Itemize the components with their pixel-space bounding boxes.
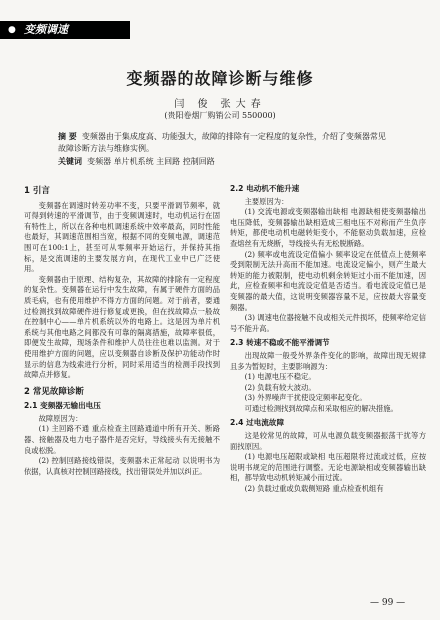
tag-dots: ● xyxy=(8,25,16,35)
right-column xyxy=(230,180,426,495)
abstract-label: 摘 要 xyxy=(58,132,77,141)
subsection-heading: 2.3 转速不稳或不能平滑调节 xyxy=(230,338,330,348)
article-title: 变频器的故障诊断与维修 xyxy=(126,69,314,88)
subsection-heading: 2.4 过电流故障 xyxy=(230,418,285,428)
section-heading: 2 常见故障诊断 xyxy=(24,386,84,397)
keywords-text: 变频器 单片机系统 主回路 控制回路 xyxy=(87,157,215,166)
abstract-text: 变频器由于集成度高、功能强大，故障的排除有一定程度的复杂性，介绍了变频器常见故障诊断方法与维修实例。 xyxy=(58,132,386,153)
paragraph: 可通过检测找到故障点和采取相应的解决措施。 xyxy=(244,403,398,413)
section-tag-label: 变频调速 xyxy=(24,23,68,36)
paragraph: (3) 调速电位器接触不良或相关元件损坏，使频率给定信号不能升高。 xyxy=(230,313,426,333)
paragraph: 主要原因为： xyxy=(244,196,289,206)
left-column xyxy=(24,180,220,477)
paragraph: 变频器由于原理、结构复杂，其故障的排除有一定程度的复杂性。变频器在运行中发生故障，有属于硬件方面的品质毛病，也有使用维护不得方方面的问题。对于前者，要通过检测找到故障硬件进行修复或更换，但在找故障点一般故在控制中心——单片机系统以外的电路上。这是因为单片机系统与其他电路之间都没有可靠的隔离措施，故障率很低，即便发生故障，现场条件和维护人员往往也难以监测。对于使用维护方面的问题，应以变频器自诊断及保护功能动作时显示的信息为线索进行分析，同时采用适当的检测手段找到故障点并修复。 xyxy=(24,274,220,380)
subsection-heading: 2.1 变频器无输出电压 xyxy=(24,401,101,411)
affiliation: (贵阳卷烟厂购销公司 550000) xyxy=(164,111,276,120)
paragraph: (2) 控制回路接线错误，变频器未正常起动 以说明书为依据，认真核对控制回路接线，找出错误处并加以纠正。 xyxy=(24,456,220,476)
paragraph: 变频器在调速时转差功率不变，只要平滑调节频率，就可得到转速的平滑调节，由于变频调速时，电动机运行在固有特性上，所以在各种电机调速系统中效率最高，同时性能也最好，其调速范围相当宽，根据不同的变频电源，调速范围可在100:1上，甚至可从零频率开始运行，并保持其指标，是交流调速的主要发展方向，在现代工业中已广泛使用。 xyxy=(24,200,220,274)
subsection-heading: 2.2 电动机不能升速 xyxy=(230,184,300,193)
paragraph: (2) 负载过重或负载侧短路 重点检查机组有 xyxy=(244,484,384,494)
page-number: — 99 — xyxy=(370,598,406,608)
keywords xyxy=(58,156,393,167)
paragraph: (1) 交流电源或变频器输出缺相 电源缺相使变频器输出电压降低，变频器输出缺相造成三相电压不对称而产生负序转矩，都使电动机电磁转矩变小，不能驱动负载加速，应检查熔丝有无烧断，导线接头有无松脱断路。 xyxy=(230,207,426,248)
list-item: (3) 外界噪声干扰使设定频率起变化。 xyxy=(244,393,367,403)
section-tag xyxy=(0,21,130,39)
list-item: (2) 负载有较大波动。 xyxy=(244,382,316,392)
section-heading: 1 引言 xyxy=(24,186,50,196)
keywords-label: 关键词 xyxy=(58,156,82,166)
authors: 闫 俊 张大春 xyxy=(174,99,266,110)
paragraph: (2) 频率或电流设定值偏小 频率设定在低值点上使频率受到限制无法升高而不能加速。电流设定偏小，则产生最大转矩的能力被限制，使电动机剩余转矩过小而不能加速，因此，应检查频率和电流设定值是否适当。看电流设定值已是变频器的最大值，这说明变频器容量不足，应按最大容量变频器。 xyxy=(230,249,426,312)
paragraph: 出现故障一般受外界条件变化的影响，故障出现无规律且多为暂短时，主要影响源为： xyxy=(230,350,426,371)
paragraph: 这是较常见的故障，可从电源负载变频器振荡干扰等方面找原因。 xyxy=(230,431,426,451)
list-item: (1) 电源电压不稳定。 xyxy=(244,372,316,382)
paragraph: (1) 主回路不通 重点检查主回路通道中所有开关、断路器、接触器及电力电子器件是否完好，导线接头有无接触不良或松脱。 xyxy=(24,424,220,455)
paragraph: (1) 电源电压超限或缺相 电压超限将过流或过低，应按说明书规定的范围进行调整。无论电源缺相或变频器输出缺相，都导致电动机转矩减小而过流。 xyxy=(230,452,426,483)
paragraph: 故障原因为： xyxy=(38,413,83,423)
abstract xyxy=(58,131,393,155)
